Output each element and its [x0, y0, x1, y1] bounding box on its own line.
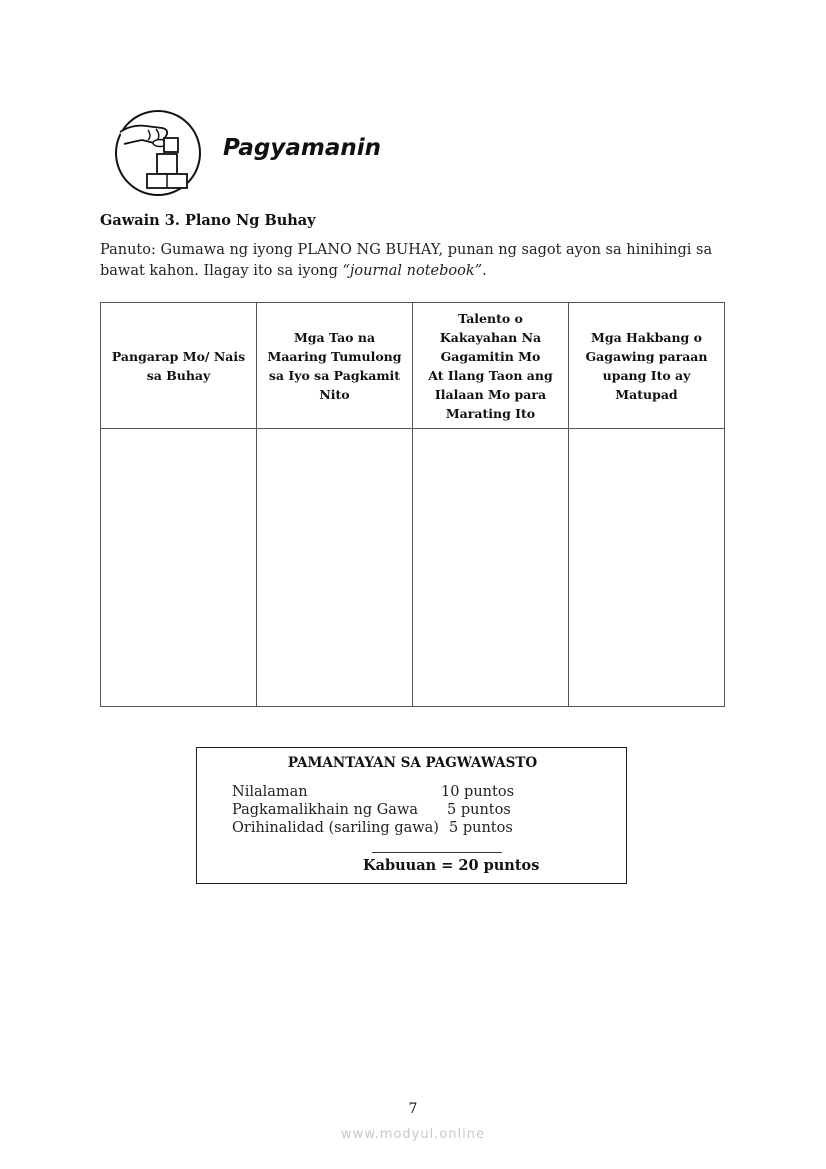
section-title: Pagyamanin: [223, 135, 382, 161]
rubric-item-label: Orihinalidad (sariling gawa): [232, 820, 439, 836]
page-number: 7: [408, 1101, 418, 1117]
activity-instructions: [100, 240, 730, 282]
answer-cell-dream[interactable]: [101, 429, 257, 707]
rubric-item-points: 5 puntos: [447, 802, 511, 818]
header-people: Mga Tao na Maaring Tumulong sa Iyo sa Pagkamit Nito: [257, 303, 413, 429]
rubric-total: Kabuuan = 20 puntos: [363, 857, 540, 874]
rubric-title: PAMANTAYAN SA PAGWAWASTO: [287, 755, 538, 771]
header-steps: Mga Hakbang o Gagawing paraan upang Ito ay Matupad: [569, 303, 725, 429]
answer-cell-steps[interactable]: [569, 429, 725, 707]
table-header-row: [101, 303, 725, 429]
activity-title: Gawain 3. Plano Ng Buhay: [100, 212, 316, 229]
instructions-end: .: [482, 263, 487, 279]
instructions-text: Panuto: Gumawa ng iyong PLANO NG BUHAY, punan ng sagot ayon sa hinihingi sa bawat kahon. Ilagay ito sa iyong: [100, 242, 713, 279]
watermark: www.modyul.online: [340, 1127, 486, 1142]
answer-cell-people[interactable]: [257, 429, 413, 707]
rubric-divider: [372, 852, 502, 853]
rubric-item-label: Pagkamalikhain ng Gawa: [232, 802, 419, 818]
header-talent: Talento o Kakayahan Na Gagamitin Mo At Ilang Taon ang Ilalaan Mo para Marating Ito: [413, 303, 569, 429]
header-dream: Pangarap Mo/ Nais sa Buhay: [101, 303, 257, 429]
rubric-item-label: Nilalaman: [232, 784, 308, 800]
answer-cell-talent[interactable]: [413, 429, 569, 707]
rubric-item-points: 10 puntos: [441, 784, 515, 800]
instructions-italic: “journal notebook”: [342, 263, 483, 279]
hand-placing-blocks-icon: [112, 110, 204, 196]
life-plan-table: [100, 302, 725, 707]
rubric-item-points: 5 puntos: [449, 820, 513, 836]
rubric-box: [196, 747, 627, 884]
table-row: [101, 429, 725, 707]
